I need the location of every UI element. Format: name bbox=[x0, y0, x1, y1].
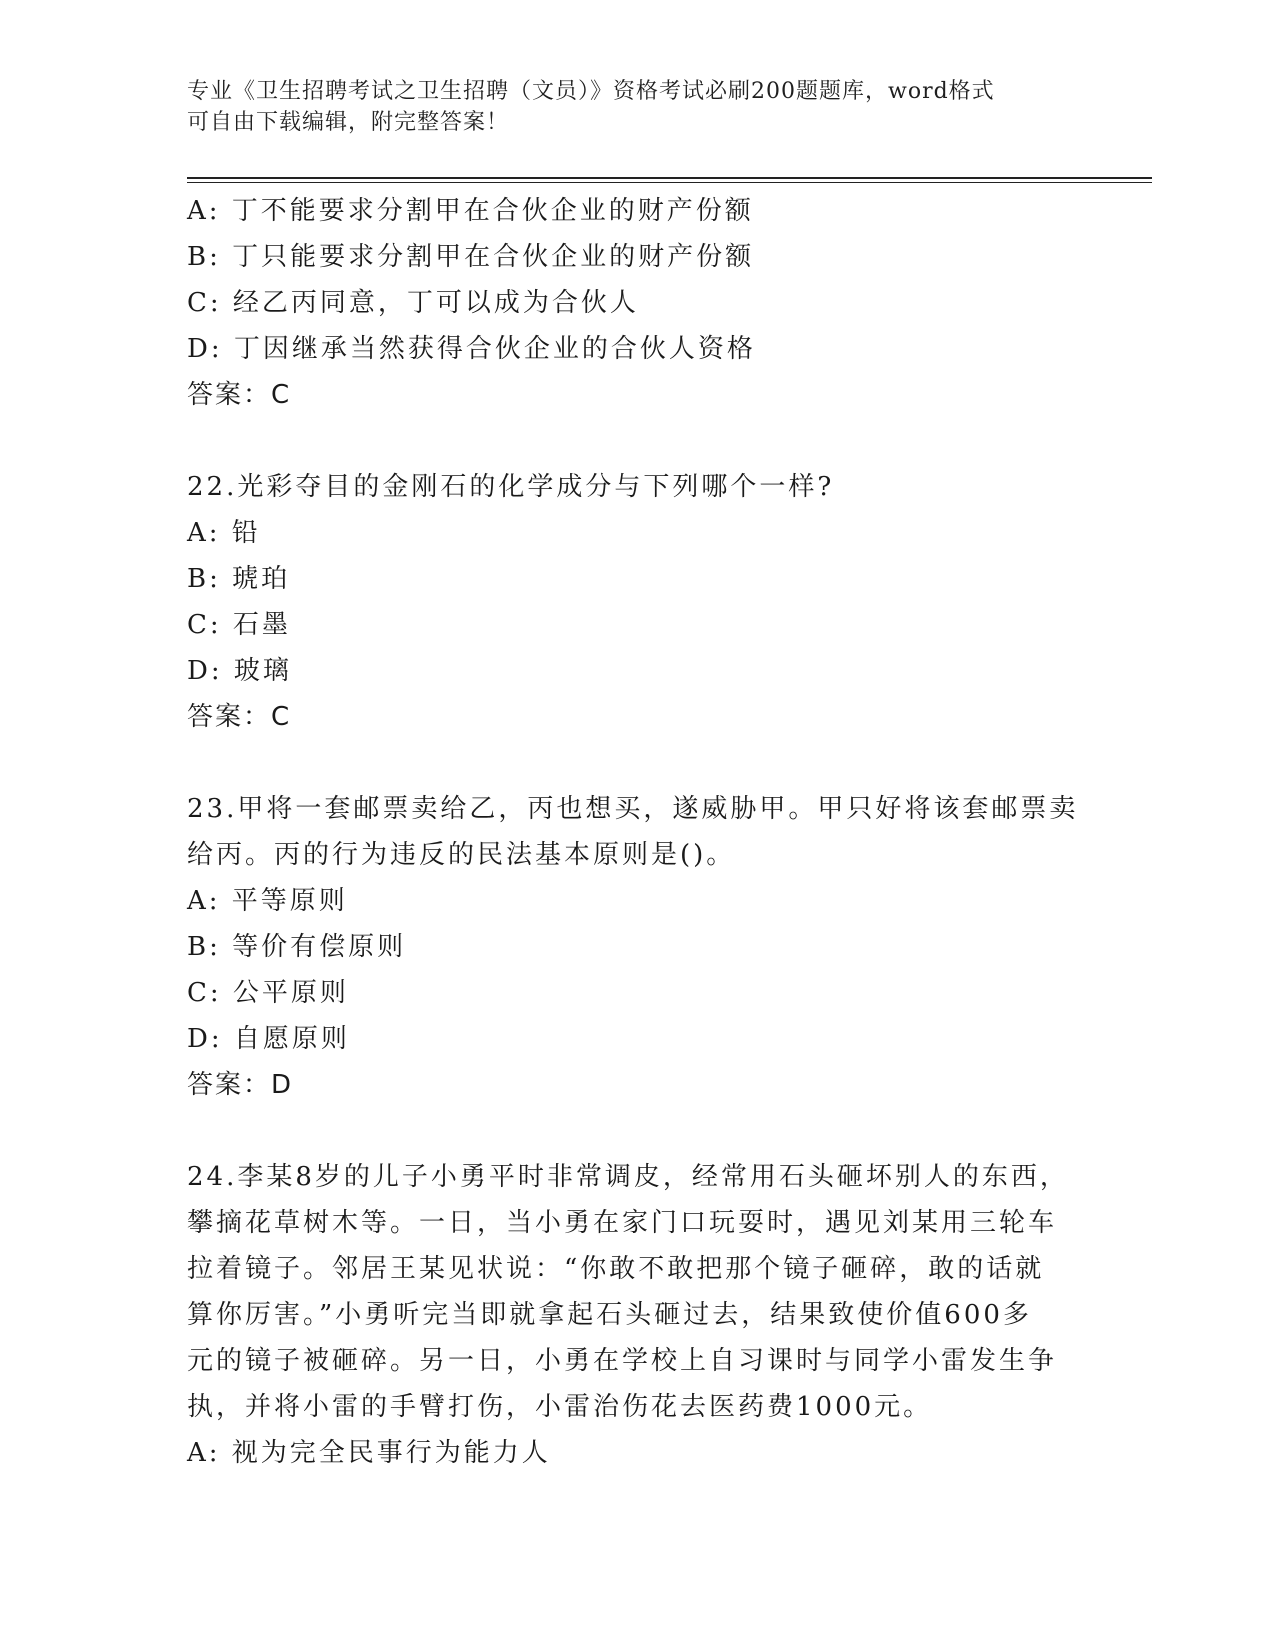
question-stem: 攀摘花草树木等。一日，当小勇在家门口玩耍时，遇见刘某用三轮车 bbox=[187, 1208, 1058, 1238]
option-d: D: 玻璃 bbox=[187, 656, 292, 686]
option-a: A: 铅 bbox=[187, 518, 261, 548]
spacer bbox=[187, 740, 1087, 786]
document-header bbox=[187, 76, 1067, 138]
option-b: B: 琥珀 bbox=[187, 564, 291, 594]
option-c: C: 石墨 bbox=[187, 610, 291, 640]
answer: 答案：D bbox=[187, 1070, 294, 1100]
spacer bbox=[187, 1108, 1087, 1154]
option-b: B: 等价有偿原则 bbox=[187, 932, 407, 962]
question-21-tail bbox=[187, 188, 1087, 418]
answer: 答案：C bbox=[187, 380, 292, 410]
question-24 bbox=[187, 1154, 1087, 1476]
option-c: C: 公平原则 bbox=[187, 978, 349, 1008]
header-divider-thick bbox=[187, 177, 1152, 179]
answer: 答案：C bbox=[187, 702, 292, 732]
spacer bbox=[187, 418, 1087, 464]
question-stem: 给丙。丙的行为违反的民法基本原则是()。 bbox=[187, 840, 736, 870]
question-stem: 24.李某8岁的儿子小勇平时非常调皮，经常用石头砸坏别人的东西， bbox=[187, 1162, 1069, 1192]
option-a: A: 视为完全民事行为能力人 bbox=[187, 1438, 551, 1468]
option-a: A: 平等原则 bbox=[187, 886, 348, 916]
option-a: A: 丁不能要求分割甲在合伙企业的财产份额 bbox=[187, 196, 754, 226]
option-b: B: 丁只能要求分割甲在合伙企业的财产份额 bbox=[187, 242, 755, 272]
header-line-2: 可自由下载编辑，附完整答案！ bbox=[187, 110, 510, 135]
question-stem: 22.光彩夺目的金刚石的化学成分与下列哪个一样? bbox=[187, 472, 835, 502]
header-divider-thin bbox=[187, 182, 1152, 183]
option-d: D: 丁因继承当然获得合伙企业的合伙人资格 bbox=[187, 334, 756, 364]
header-line-1: 专业《卫生招聘考试之卫生招聘（文员）》资格考试必刷200题题库，word格式 bbox=[187, 79, 995, 104]
question-stem: 执，并将小雷的手臂打伤，小雷治伤花去医药费1000元。 bbox=[187, 1392, 933, 1422]
question-list bbox=[187, 188, 1087, 1476]
option-d: D: 自愿原则 bbox=[187, 1024, 350, 1054]
question-stem: 拉着镜子。邻居王某见状说：“你敢不敢把那个镜子砸碎，敢的话就 bbox=[187, 1254, 1045, 1284]
question-stem: 算你厉害。”小勇听完当即就拿起石头砸过去，结果致使价值600多 bbox=[187, 1300, 1032, 1330]
question-23 bbox=[187, 786, 1087, 1108]
question-stem: 23.甲将一套邮票卖给乙，丙也想买，遂威胁甲。甲只好将该套邮票卖 bbox=[187, 794, 1079, 824]
option-c: C: 经乙丙同意，丁可以成为合伙人 bbox=[187, 288, 639, 318]
question-22 bbox=[187, 464, 1087, 740]
question-stem: 元的镜子被砸碎。另一日，小勇在学校上自习课时与同学小雷发生争 bbox=[187, 1346, 1058, 1376]
